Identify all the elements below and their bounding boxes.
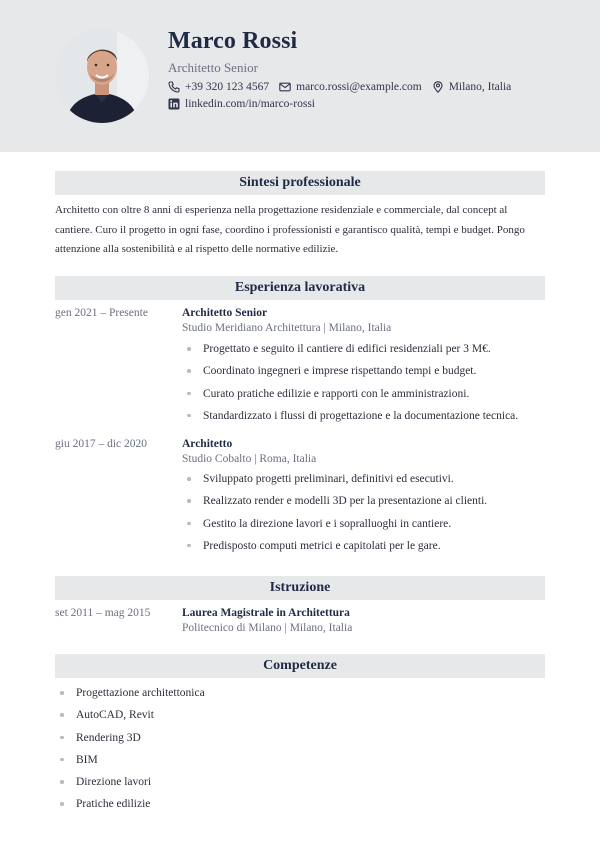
- education-school: Politecnico di Milano | Milano, Italia: [182, 622, 353, 634]
- mail-icon: [279, 81, 291, 93]
- list-item: [55, 775, 205, 797]
- list-item: [182, 409, 542, 431]
- list-item: [182, 342, 542, 364]
- list-item: [55, 731, 205, 753]
- bullet-text: Predisposto computi metrici e capitolati per le gare.: [203, 539, 441, 552]
- summary-text: Architetto con oltre 8 anni di esperienza nella progettazione residenziale e commerciale, dal concept al cantiere. Curo il progetto in ogni fase, coordino i professionisti e garantisco qualità, tempi e budget. Pongo attenzione alla sostenibilità e al rispetto delle normative edilizie.: [55, 204, 525, 255]
- bullet-text: Coordinato ingegneri e imprese rispettando tempi e budget.: [203, 365, 477, 378]
- resume-header: [0, 0, 600, 152]
- contact-row-linkedin: [168, 96, 315, 112]
- list-item: [182, 539, 542, 561]
- skill-text: Pratiche edilizie: [76, 798, 151, 811]
- bullet-text: Realizzato render e modelli 3D per la presentazione ai clienti.: [203, 495, 488, 508]
- bullet-dot: [187, 544, 191, 548]
- section-header-education: Istruzione: [55, 576, 545, 600]
- location-pin-icon: [432, 81, 444, 93]
- location-text: Milano, Italia: [448, 81, 512, 93]
- bullet-dot: [187, 392, 191, 396]
- bullet-dot: [60, 691, 64, 695]
- list-item: [182, 387, 542, 409]
- linkedin-text[interactable]: linkedin.com/in/marco-rossi: [185, 98, 315, 110]
- bullet-text: Standardizzato i flussi di progettazione e la documentazione tecnica.: [203, 409, 519, 422]
- job-title: Architetto Senior: [182, 307, 268, 319]
- list-item: [55, 686, 205, 708]
- job-bullets: [182, 472, 542, 561]
- bullet-dot: [60, 736, 64, 740]
- contact-row: [168, 79, 511, 95]
- section-header-skills: Competenze: [55, 654, 545, 678]
- section-header-experience: Esperienza lavorativa: [55, 276, 545, 300]
- education-dates: set 2011 – mag 2015: [55, 607, 151, 619]
- list-item: [55, 708, 205, 730]
- skill-text: Progettazione architettonica: [76, 687, 205, 699]
- email-text[interactable]: marco.rossi@example.com: [296, 81, 422, 93]
- list-item: [55, 797, 205, 819]
- education-degree: Laurea Magistrale in Architettura: [182, 607, 350, 619]
- job-bullets: [182, 342, 542, 431]
- bullet-dot: [60, 802, 64, 806]
- candidate-name: Marco Rossi: [168, 28, 298, 54]
- contact-location: [432, 81, 512, 93]
- candidate-role: Architetto Senior: [168, 60, 258, 75]
- list-item: [182, 364, 542, 386]
- job-title: Architetto: [182, 438, 233, 450]
- bullet-dot: [60, 713, 64, 717]
- list-item: [182, 494, 542, 516]
- list-item: [182, 472, 542, 494]
- skill-text: Rendering 3D: [76, 731, 141, 744]
- bullet-dot: [187, 414, 191, 418]
- bullet-dot: [187, 477, 191, 481]
- bullet-text: Curato pratiche edilizie e rapporti con le amministrazioni.: [203, 387, 470, 400]
- contact-linkedin[interactable]: [168, 98, 315, 110]
- skill-text: Direzione lavori: [76, 776, 152, 789]
- skill-text: AutoCAD, Revit: [76, 709, 154, 722]
- section-header-summary: Sintesi professionale: [55, 171, 545, 195]
- bullet-dot: [60, 780, 64, 784]
- contact-phone: [168, 81, 269, 93]
- list-item: [182, 517, 542, 539]
- phone-text: +39 320 123 4567: [185, 81, 270, 93]
- bullet-dot: [60, 758, 64, 762]
- bullet-dot: [187, 499, 191, 503]
- job-company: Studio Cobalto | Roma, Italia: [182, 453, 317, 465]
- bullet-text: Gestito la direzione lavori e i sopralluoghi in cantiere.: [203, 517, 452, 530]
- job-company: Studio Meridiano Architettura | Milano, Italia: [182, 322, 392, 334]
- skill-text: BIM: [76, 753, 98, 766]
- bullet-dot: [187, 347, 191, 351]
- contact-email[interactable]: [279, 81, 422, 93]
- bullet-dot: [187, 522, 191, 526]
- bullet-text: Sviluppato progetti preliminari, definitivi ed esecutivi.: [203, 473, 454, 485]
- job-dates: giu 2017 – dic 2020: [55, 438, 147, 450]
- bullet-text: Progettato e seguito il cantiere di edifici residenziali per 3 M€.: [203, 343, 491, 355]
- skills-list: [55, 686, 205, 820]
- list-item: [55, 753, 205, 775]
- profile-photo: [55, 29, 149, 123]
- phone-icon: [168, 81, 180, 93]
- job-dates: gen 2021 – Presente: [55, 307, 148, 319]
- bullet-dot: [187, 369, 191, 373]
- linkedin-icon: [168, 98, 180, 110]
